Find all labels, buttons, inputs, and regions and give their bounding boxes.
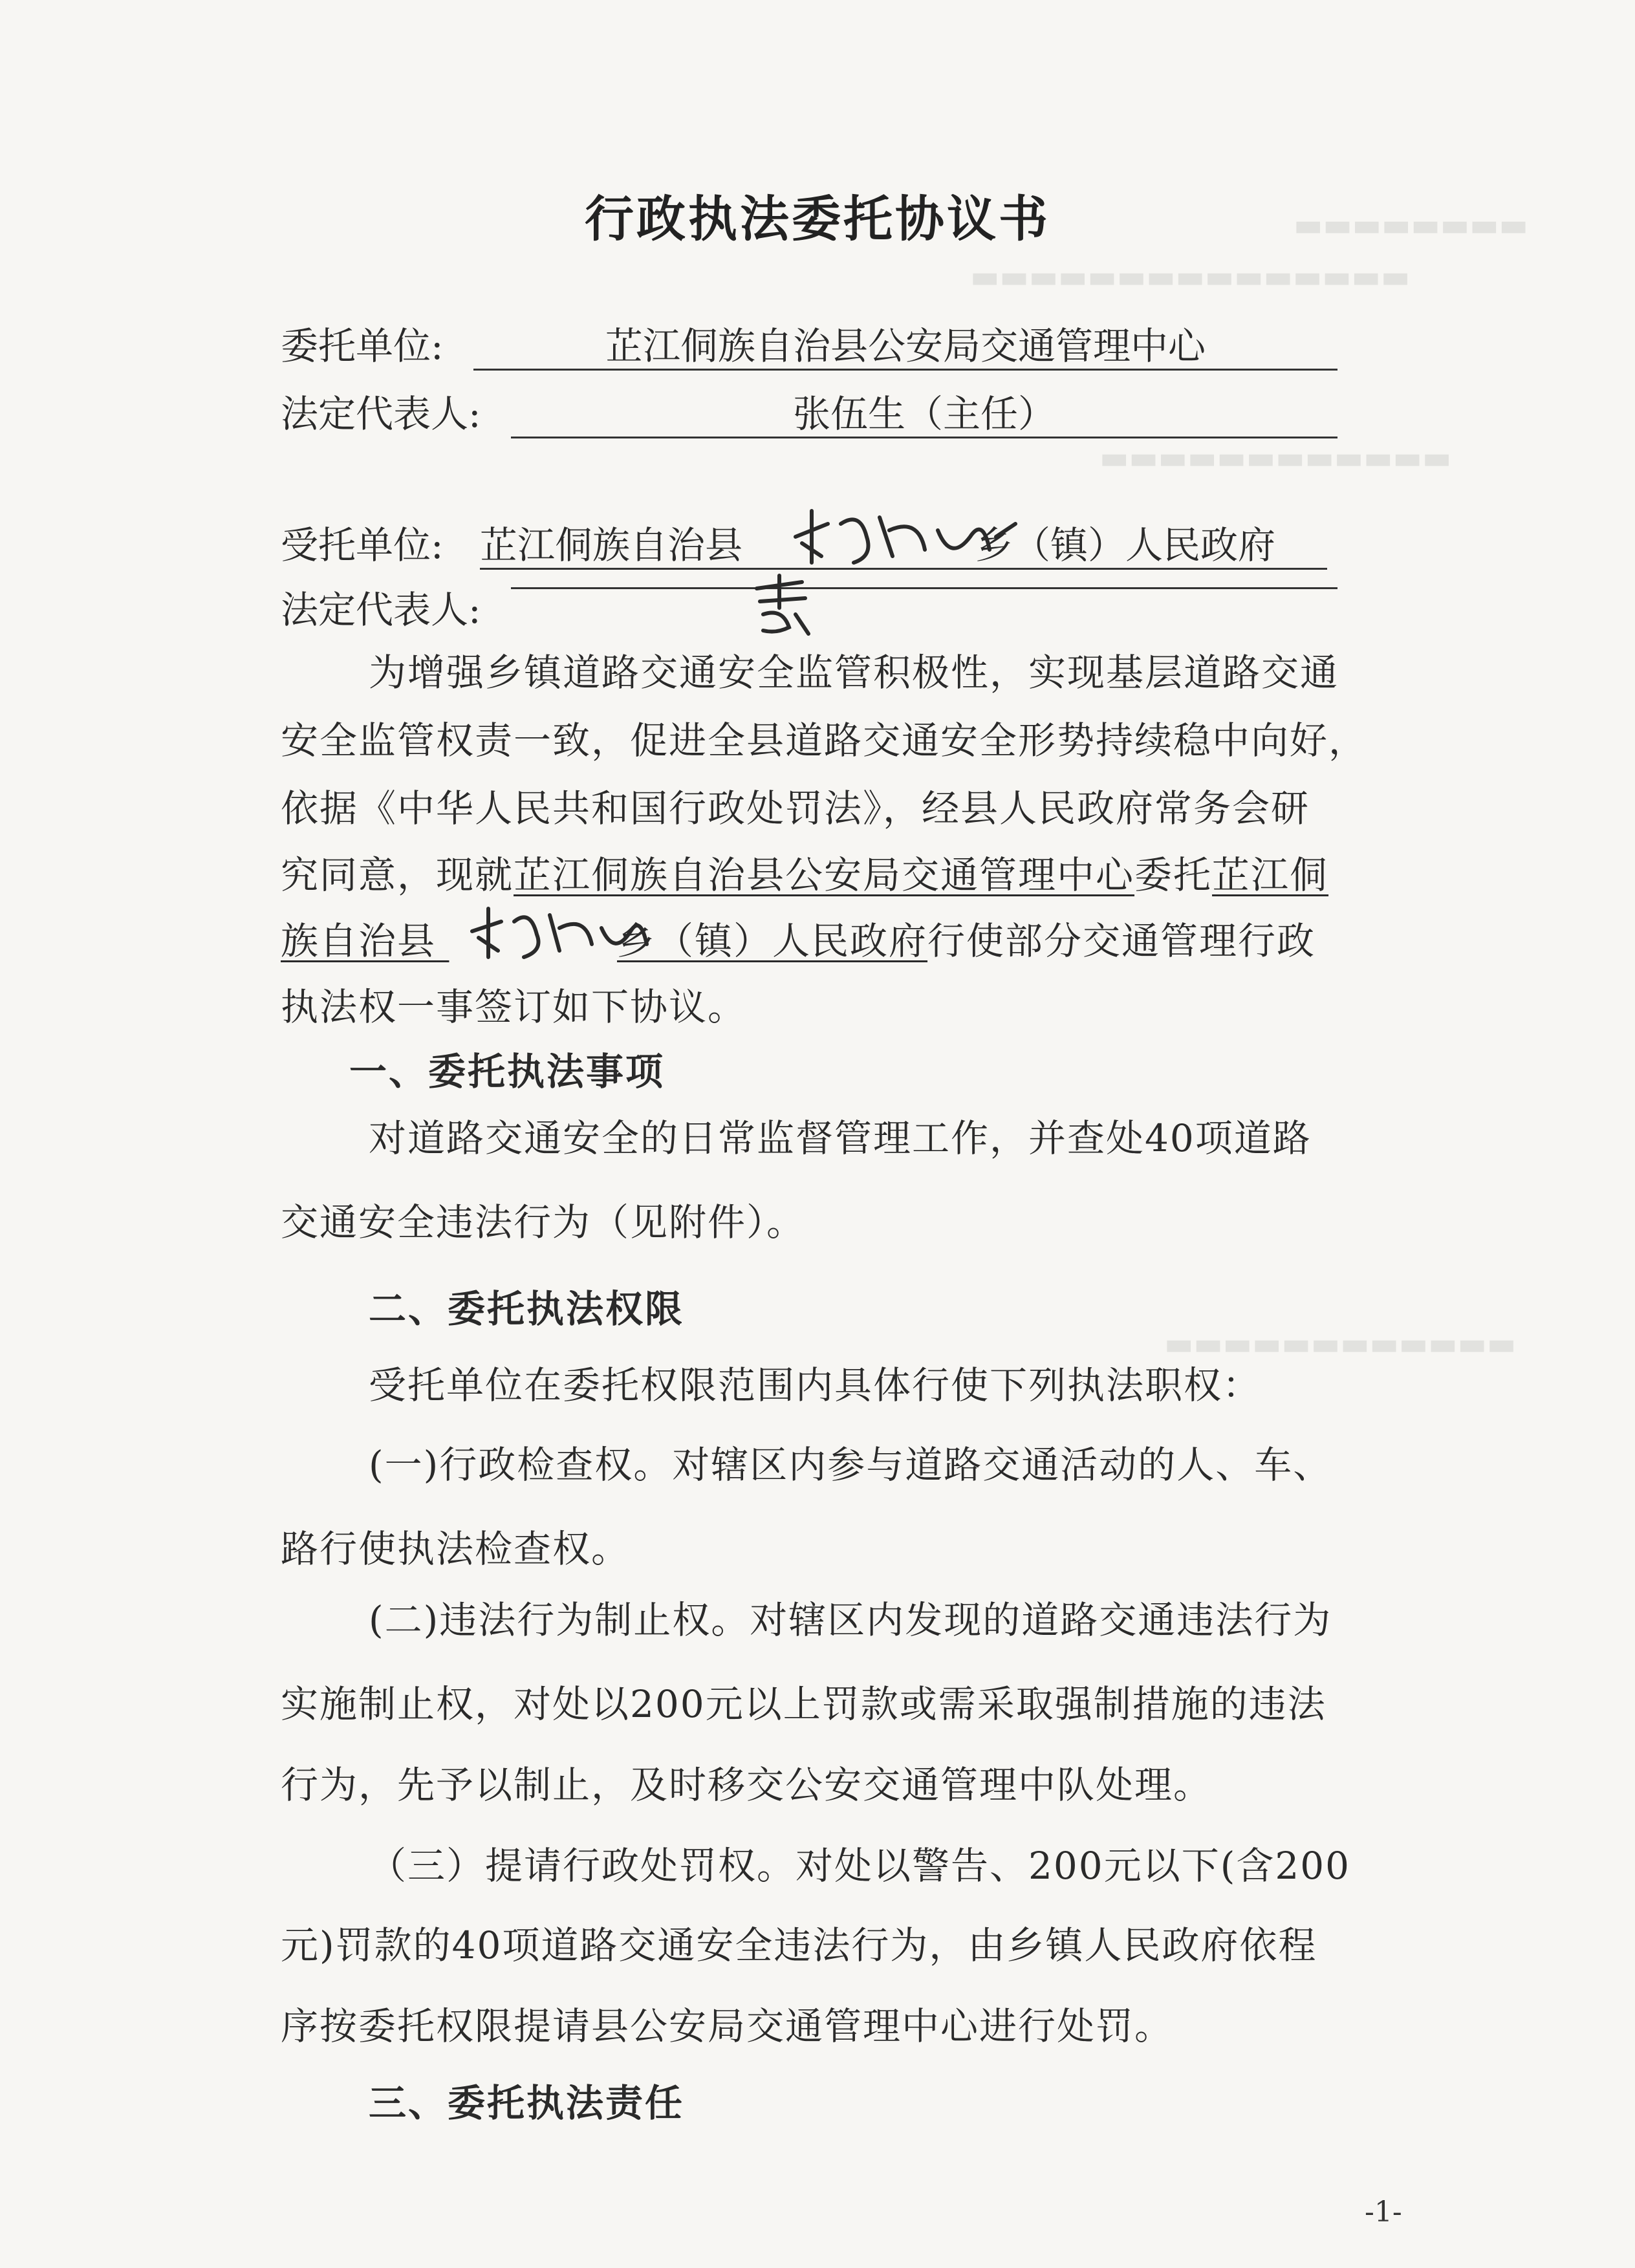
intro-text: 委托 bbox=[1134, 853, 1213, 897]
delegatee-name-underlined: 芷江侗 bbox=[1212, 853, 1329, 897]
document-title: 行政执法委托协议书 bbox=[585, 190, 1050, 248]
delegatee-town-suffix: 乡（镇）人民政府 bbox=[975, 523, 1276, 567]
delegator-name-underlined: 芷江侗族自治县公安局交通管理中心 bbox=[514, 853, 1135, 897]
delegatee-rep-signature bbox=[744, 569, 821, 640]
section2-line: （三）提请行政处罚权。对处以警告、200元以下(含200 bbox=[369, 1844, 1351, 1888]
delegator-value: 芷江侗族自治县公安局交通管理中心 bbox=[473, 323, 1337, 371]
section2-line: 路行使执法检查权。 bbox=[281, 1527, 631, 1571]
intro-line: 执法权一事签订如下协议。 bbox=[281, 985, 747, 1029]
handwritten-town-name bbox=[462, 896, 656, 967]
handwritten-town-name bbox=[783, 498, 1028, 576]
delegatee-row bbox=[281, 523, 444, 568]
delegatee-rep-label: 法定代表人: bbox=[281, 588, 481, 632]
delegator-rep-label: 法定代表人: bbox=[281, 392, 481, 436]
delegator-rep-row bbox=[281, 391, 481, 437]
bleed-through-mark: ▬▬▬▬▬▬▬▬▬▬▬▬ bbox=[1099, 440, 1452, 476]
section2-line: 行为，先予以制止，及时移交公安交通管理中队处理。 bbox=[281, 1763, 1213, 1807]
intro-line bbox=[281, 918, 1432, 964]
section1-heading: 一、委托执法事项 bbox=[349, 1050, 666, 1094]
bleed-through-mark: ▬▬▬▬▬▬▬▬ bbox=[1294, 207, 1528, 243]
bleed-through-mark: ▬▬▬▬▬▬▬▬▬▬▬▬ bbox=[1164, 1326, 1517, 1362]
section1-line: 对道路交通安全的日常监督管理工作，并查处40项道路 bbox=[369, 1116, 1312, 1160]
page-number: -1- bbox=[1365, 2196, 1402, 2229]
section2-line: 受托单位在委托权限范围内具体行使下列执法职权： bbox=[369, 1363, 1262, 1407]
intro-text: 行使部分交通管理行政 bbox=[927, 919, 1316, 963]
section2-line: 序按委托权限提请县公安局交通管理中心进行处罚。 bbox=[281, 2004, 1174, 2048]
section2-line: (一)行政检查权。对辖区内参与道路交通活动的人、车、 bbox=[369, 1443, 1332, 1487]
delegatee-name-underlined: 乡（镇）人民政府 bbox=[617, 919, 928, 963]
intro-line: 依据《中华人民共和国行政处罚法》，经县人民政府常务会研 bbox=[281, 786, 1310, 830]
intro-text: 究同意，现就 bbox=[281, 853, 514, 897]
section2-heading: 二、委托执法权限 bbox=[369, 1287, 685, 1331]
section3-heading: 三、委托执法责任 bbox=[369, 2081, 685, 2125]
delegatee-rep-row bbox=[281, 587, 481, 632]
delegatee-label: 受托单位: bbox=[281, 523, 444, 567]
bleed-through-mark: ▬▬▬▬▬▬▬▬▬▬▬▬▬▬▬ bbox=[970, 259, 1411, 295]
section2-line: (二)违法行为制止权。对辖区内发现的道路交通违法行为 bbox=[369, 1598, 1332, 1642]
intro-line bbox=[281, 852, 1432, 898]
delegatee-rep-value bbox=[511, 587, 1337, 589]
delegator-rep-value: 张伍生（主任） bbox=[511, 391, 1337, 438]
delegator-row bbox=[281, 323, 444, 369]
section2-line: 元)罚款的40项道路交通安全违法行为，由乡镇人民政府依程 bbox=[281, 1923, 1317, 1967]
intro-line: 安全监管权责一致，促进全县道路交通安全形势持续稳中向好， bbox=[281, 718, 1368, 762]
delegator-label: 委托单位: bbox=[281, 324, 444, 368]
section1-line: 交通安全违法行为（见附件）。 bbox=[281, 1200, 806, 1244]
delegatee-county: 芷江侗族自治县 bbox=[480, 523, 743, 567]
intro-line: 为增强乡镇道路交通安全监管积极性，实现基层道路交通 bbox=[369, 651, 1339, 695]
section2-line: 实施制止权，对处以200元以上罚款或需采取强制措施的违法 bbox=[281, 1682, 1326, 1726]
delegatee-name-underlined: 族自治县 bbox=[281, 919, 437, 963]
